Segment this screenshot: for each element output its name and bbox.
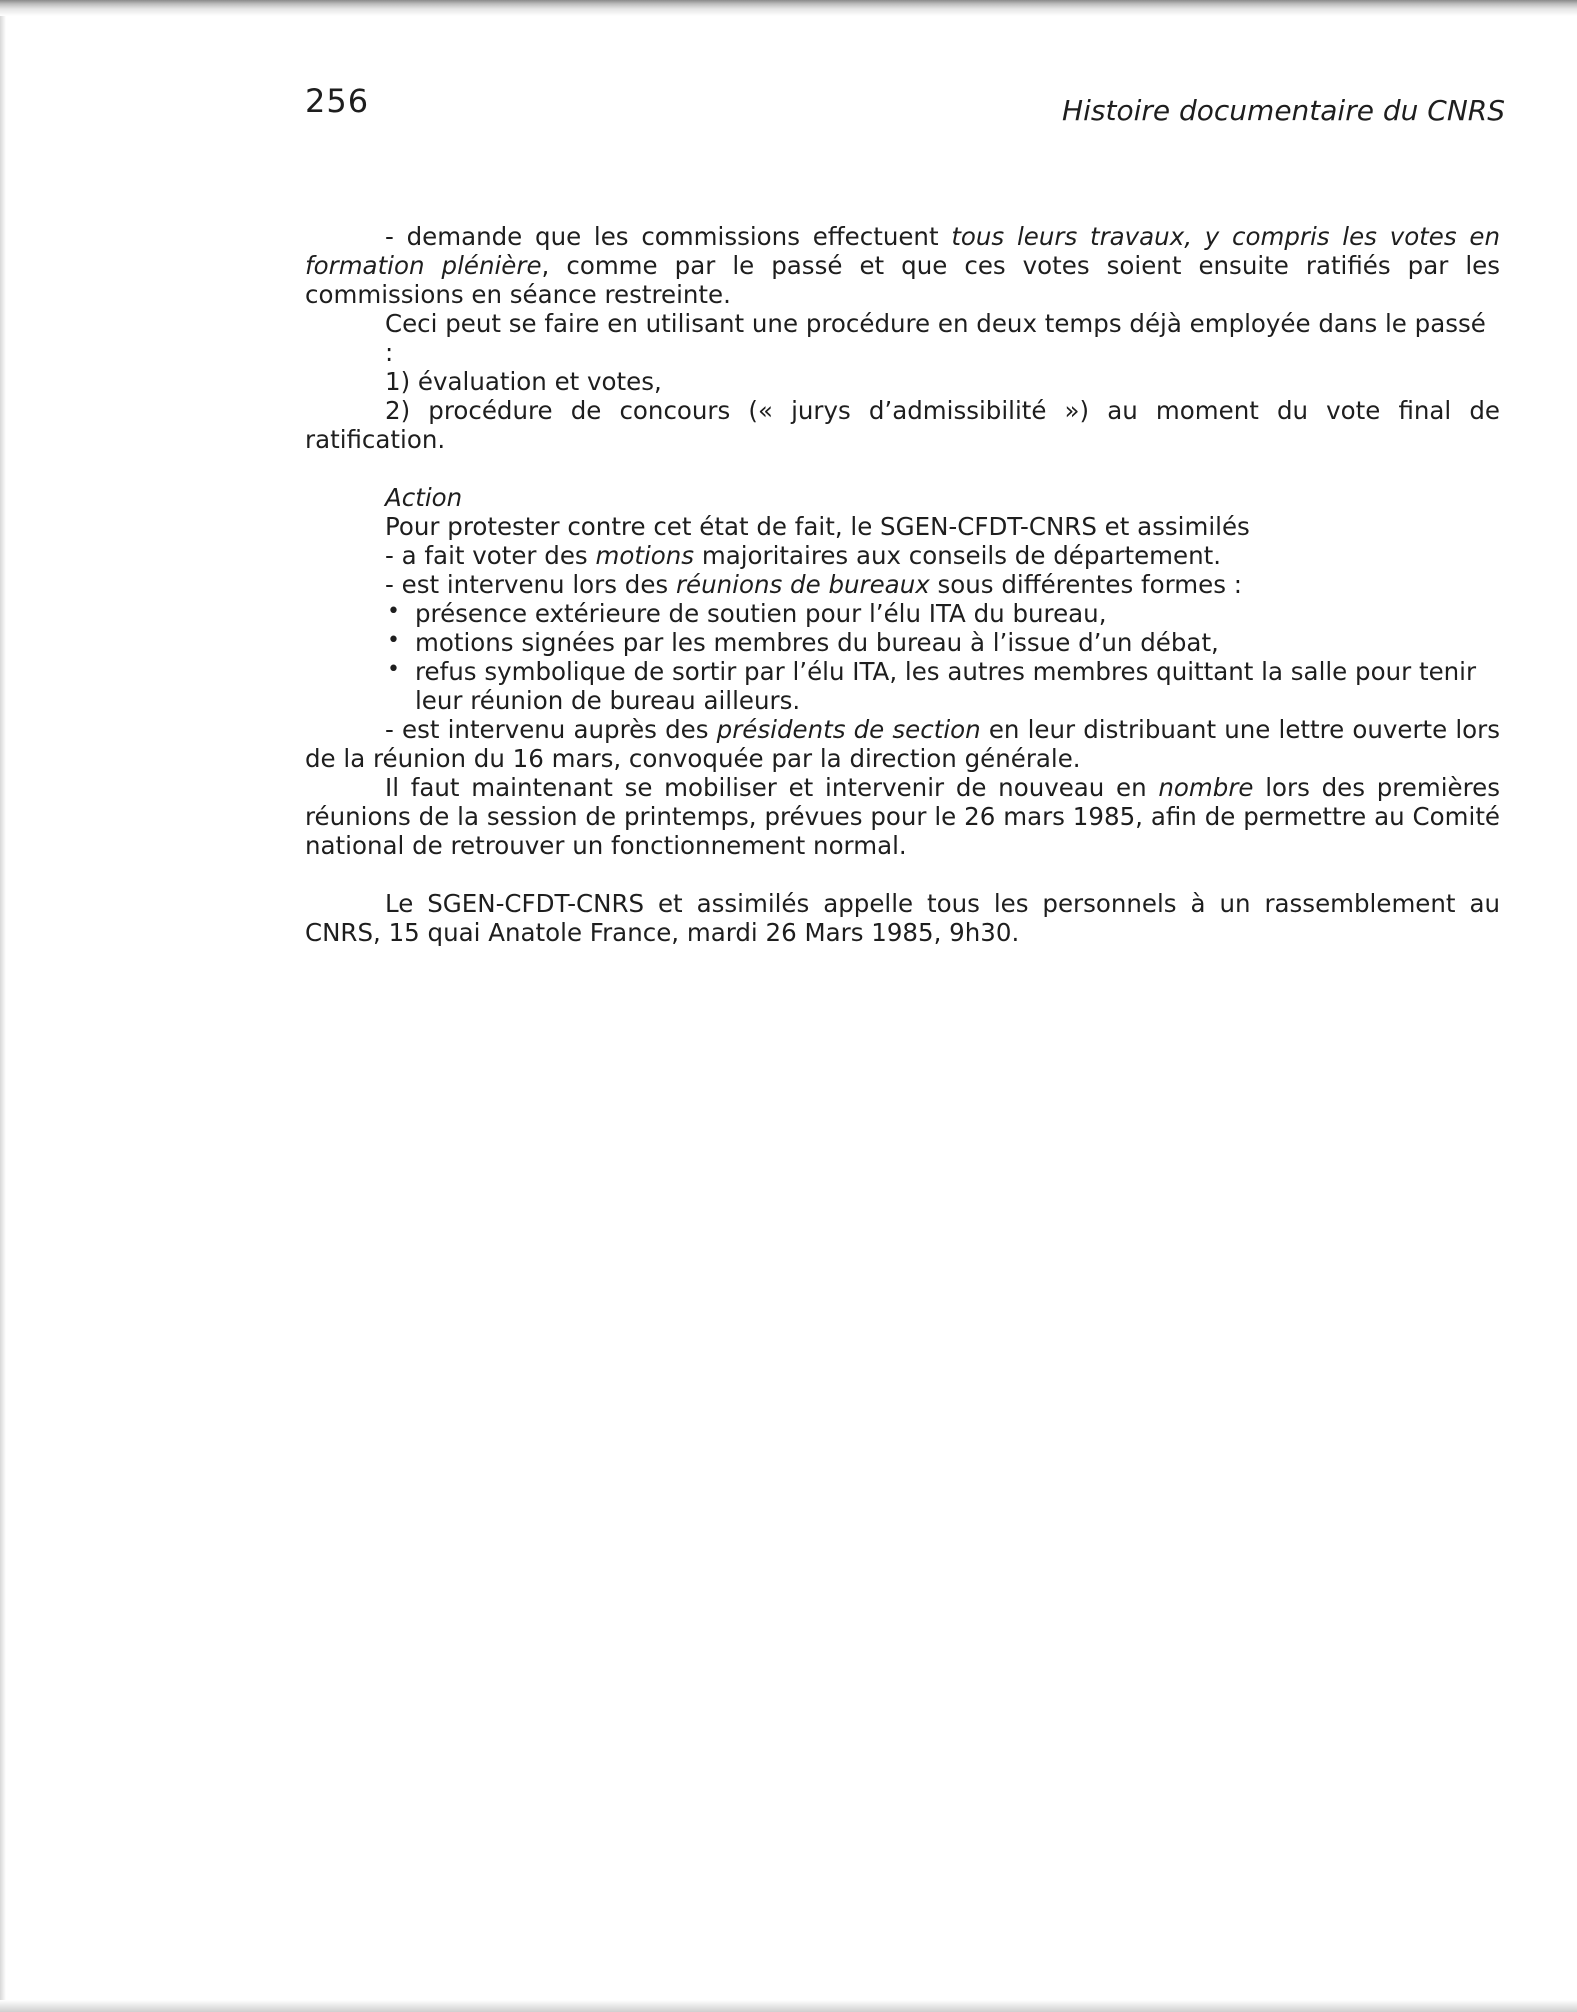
italic-span: réunions de bureaux [675,570,930,599]
page-top-edge [0,0,1577,16]
paragraph-mobilisation [305,773,1500,860]
paragraph-commissions [305,222,1500,309]
paragraph-step-1: 1) évaluation et votes, [385,367,662,396]
action-heading: Action [385,483,463,512]
paragraph-step-2: 2) procédure de concours (« jurys d’admissibilité ») au moment du vote final de ratification. [305,396,1500,454]
italic-span: motions [595,541,695,570]
italic-span: tous leurs travaux, y compris les votes en formation plénière [305,222,1500,280]
paragraph-procedure: Ceci peut se faire en utilisant une procédure en deux temps déjà employée dans le passé : [385,309,1486,367]
spacer [305,454,1500,483]
text-span: Il faut maintenant se mobiliser et intervenir de nouveau en [385,773,1159,802]
italic-span: présidents de section [716,715,981,744]
bullet-item: • refus symbolique de sortir par l’élu ITA, les autres membres quittant la salle pour tenir leur réunion de bureau ailleurs. [385,657,1500,715]
page-number: 256 [305,82,370,120]
text-span: majoritaires aux conseils de département. [694,541,1222,570]
text-span: - est intervenu lors des [385,570,676,599]
bullet-item: • motions signées par les membres du bureau à l’issue d’un débat, [385,628,1500,657]
page-bottom-shadow [0,2000,1577,2012]
paragraph-motions [305,541,1500,570]
page-left-shadow [0,16,6,2012]
paragraph-protest: Pour protester contre cet état de fait, le SGEN-CFDT-CNRS et assimilés [385,512,1250,541]
text-span: - demande que les commissions effectuent [385,222,952,251]
text-span: en leur distribuant une lettre ouverte lors de la réunion du 16 mars, convoquée par la direction générale. [305,715,1501,773]
running-header: Histoire documentaire du CNRS [1062,94,1505,127]
bullet-list [305,599,1500,715]
text-span: , comme par le passé et que ces votes soient ensuite ratifiés par les commissions en séance restreinte. [305,251,1500,309]
bullet-item: • présence extérieure de soutien pour l’élu ITA du bureau, [385,599,1500,628]
section-heading-action [305,483,1500,512]
text-span: - a fait voter des [385,541,596,570]
body-text [305,222,1500,947]
paragraph-rassemblement: Le SGEN-CFDT-CNRS et assimilés appelle tous les personnels à un rassemblement au CNRS, 15 quai Anatole France, mardi 26 Mars 1985, 9h30. [305,889,1500,947]
text-span: - est intervenu auprès des [385,715,717,744]
text-span: lors des premières réunions de la session de printemps, prévues pour le 26 mars 1985, afin de permettre au Comité national de retrouver un fonctionnement normal. [305,773,1500,860]
paragraph-bureaux [305,570,1500,599]
italic-span: nombre [1158,773,1254,802]
text-span: sous différentes formes : [929,570,1243,599]
spacer [305,860,1500,889]
paragraph-presidents [305,715,1500,773]
